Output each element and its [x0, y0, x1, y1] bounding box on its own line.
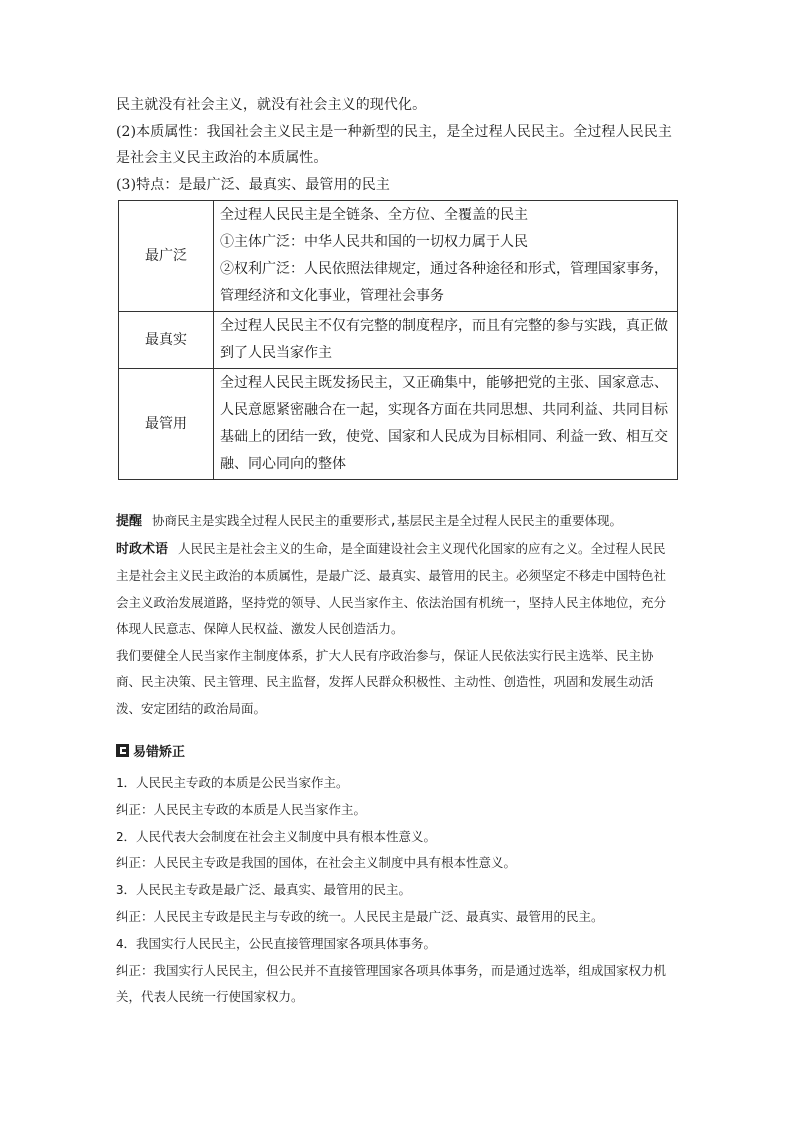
features-heading: (3)特点：是最广泛、最真实、最管用的民主 — [116, 176, 390, 193]
terms-paragraph-2: 我们要健全人民当家作主制度体系，扩大人民有序政治参与，保证人民依法实行民主选举、民主协商、民主决策、民主管理、民主监督，发挥人民群众积极性、主动性、创造性，巩固和发展生动活泼、安定团结的政治局面。 — [116, 647, 654, 716]
corrections-list — [116, 770, 678, 1011]
correction-fix: 纠正：我国实行人民民主，但公民并不直接管理国家各项具体事务，而是通过选举，组成国家权力机关，代表人民统一行使国家权力。 — [116, 962, 667, 1005]
document-page — [116, 92, 678, 1011]
correction-claim: 4．我国实行人民民主，公民直接管理国家各项具体事务。 — [116, 935, 437, 951]
correction-fix: 纠正：人民民主专政的本质是人民当家作主。 — [116, 801, 367, 817]
table-row — [119, 312, 678, 369]
correction-claim: 2．人民代表大会制度在社会主义制度中具有根本性意义。 — [116, 828, 437, 844]
row-value — [214, 312, 678, 369]
corrections-title: 易错矫正 — [133, 744, 186, 760]
tip-paragraph — [116, 508, 678, 536]
row-key: 最真实 — [119, 312, 214, 369]
correction-claim: 3．人民民主专政是最广泛、最真实、最管用的民主。 — [116, 882, 412, 898]
table-row — [119, 201, 678, 312]
corrections-header — [116, 738, 678, 762]
essential-attribute-paragraph: (2)本质属性：我国社会主义民主是一种新型的民主，是全过程人民民主。全过程人民民主是社会主义民主政治的本质属性。 — [116, 123, 672, 166]
section-marker-icon — [116, 744, 129, 757]
row-value — [214, 201, 678, 312]
row-line: ②权利广泛：人民依照法律规定，通过各种途径和形式，管理国家事务，管理经济和文化事业，管理社会事务 — [220, 261, 668, 304]
row-line: 全过程人民民主既发扬民主，又正确集中，能够把党的主张、国家意志、人民意愿紧密融合在一起，实现各方面在共同思想、共同利益、共同目标基础上的团结一致，使党、国家和人民成为目标相同、利益一致、相互交融、同心同向的整体 — [220, 375, 668, 472]
row-line: ①主体广泛：中华人民共和国的一切权力属于人民 — [220, 234, 528, 250]
tip-text: 协商民主是实践全过程人民民主的重要形式,基层民主是全过程人民民主的重要体现。 — [152, 513, 623, 528]
row-line: 全过程人民民主是全链条、全方位、全覆盖的民主 — [220, 207, 528, 223]
correction-fix: 纠正：人民民主专政是民主与专政的统一。人民民主是最广泛、最真实、最管用的民主。 — [116, 908, 604, 924]
correction-claim: 1．人民民主专政的本质是公民当家作主。 — [116, 775, 349, 790]
terms-paragraph — [116, 536, 678, 643]
correction-fix: 纠正：人民民主专政是我国的国体，在社会主义制度中具有根本性意义。 — [116, 855, 517, 871]
row-value — [214, 369, 678, 480]
notes-section — [116, 508, 678, 722]
table-row — [119, 369, 678, 480]
features-table — [118, 200, 678, 480]
row-line: 全过程人民民主不仅有完整的制度程序，而且有完整的参与实践，真正做到了人民当家作主 — [220, 318, 668, 361]
terms-label: 时政术语 — [116, 541, 169, 557]
row-key: 最广泛 — [119, 201, 214, 312]
tip-label: 提醒 — [116, 514, 143, 529]
terms-text: 人民民主是社会主义的生命，是全面建设社会主义现代化国家的应有之义。全过程人民民主是社会主义民主政治的本质属性，是最广泛、最真实、最管用的民主。必须坚定不移走中国特色社会主义政治发展道路，坚持党的领导、人民当家作主、依法治国有机统一，坚持人民主体地位，充分体现人民意志、保障人民权益、激发人民创造活力。 — [116, 540, 667, 636]
row-key: 最管用 — [119, 369, 214, 480]
intro-line-1: 民主就没有社会主义，就没有社会主义的现代化。 — [116, 97, 427, 113]
